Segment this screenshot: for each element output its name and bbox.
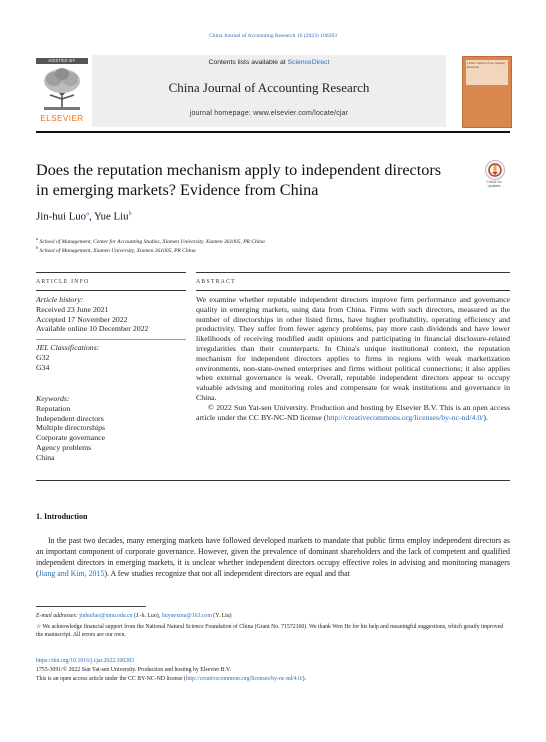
jel-code: G32 [36,352,50,362]
section-end-rule [36,480,510,481]
keyword: China [36,452,55,462]
check-updates-label: Check for updates [486,180,502,188]
email-owner: (J.-h. Luo), [132,613,162,619]
header-rule [36,131,510,133]
hosted-by-label: HOSTED BY [36,58,88,64]
affiliation-text: School of Management, Xiamen University, Xiamen 361005, PR China [39,247,196,254]
oa-end: ). [302,676,307,682]
author-name: Jin-hui Luo [36,210,87,223]
elsevier-logo[interactable] [36,58,88,124]
citation-link[interactable]: Jiang and Kim, 2015 [38,569,105,578]
abstract-text: We examine whether reputable independent directors improve firm performance and governance quality in emerging markets, using data from China. Firms with such directors, measured as the number of directorships in other listed firms, have higher profitability, operating efficiency and productivity. They suffer from fewer agency problems, pay more cash dividends and have lower likelihoods of receiving modified audit opinions and participating in financial disclosure-related irregularities than their counterparts. In China's unique institutional context, the reputation mechanism for independent directors applies to firms in regions with weak marketization environments, non-state-owned enterprises and firms without political connections; it also applies when external governance is weak. Overall, reputable independent directors appear to occupy valuable advising and monitoring roles and compensate for weak institutions and governance in China. [196,295,510,402]
journal-cover-thumbnail[interactable] [462,56,512,128]
keyword: Independent directors [36,413,104,423]
cover-title: China Journal of Accounting Research [466,60,508,85]
email-label: E-mail addresses: [36,613,78,619]
introduction-heading: 1. Introduction [36,512,88,521]
article-title: Does the reputation mechanism apply to independent directors in emerging markets? Evidence from China [36,161,442,199]
check-for-updates-button[interactable] [480,160,508,192]
author-separator: , [88,210,92,223]
footnote-rule [36,606,146,607]
sciencedirect-link[interactable]: ScienceDirect [287,59,330,66]
doi-link[interactable]: https://doi.org/10.1016/j.cjar.2022.100283 [36,658,134,664]
article-info-rule-bottom [36,290,186,291]
keyword: Multiple directorships [36,423,106,433]
history-label: Article history: [36,295,84,304]
keyword: Corporate governance [36,433,106,443]
affiliation-b [36,245,196,254]
keywords [36,394,186,463]
jel-code: G34 [36,362,50,372]
author-name: Yue Liu [94,210,129,223]
license-link[interactable]: http://creativecommons.org/licenses/by-nc-nd/4.0/ [326,412,484,422]
affiliation-text: School of Management, Center for Accounting Studies, Xiamen University, Xiamen 361005, PR China [39,238,265,245]
affiliation-letter: b [36,245,39,250]
license-text: © 2022 Sun Yat-sen University. Production and hosting by Elsevier B.V. This is an open access article under the CC BY-NC-ND license ( [196,402,510,422]
abstract-body [196,295,510,422]
oa-license-link[interactable]: http://creativecommons.org/licenses/by-nc-nd/4.0/ [185,676,303,682]
author-list [36,210,132,223]
keyword: Agency problems [36,442,92,452]
doi-line [36,657,510,665]
email-footnote [36,612,510,620]
info-divider [36,339,186,340]
available-date: Available online 10 December 2022 [36,324,149,334]
abstract-license [196,403,510,423]
article-info-rule [36,272,186,273]
affiliation-a [36,236,265,245]
affiliation-marker[interactable]: a [86,210,89,217]
oa-prefix: This is an open access article under the CC BY-NC-ND license ( [36,676,186,682]
journal-banner [92,55,446,127]
accepted-date: Accepted 17 November 2022 [36,314,128,324]
license-end: ). [483,412,488,422]
contents-line [92,59,446,66]
intro-text: In the past two decades, many emerging markets have followed developed markets to mandate that public firms employ independent directors as an important component of corporate governance. However, given the prevalence of dominant shareholders and the lack of competent and qualified independent directors in emerging markets, it is unclear whether independent directors occupy effective roles in advising and monitoring managers ( [36,536,510,578]
jel-classifications [36,343,186,372]
jel-label: JEL Classifications: [36,343,100,352]
issn-line: 1755-3091/© 2022 Sun Yat-sen University. Production and hosting by Elsevier B.V. [36,667,231,673]
received-date: Received 23 June 2021 [36,304,109,314]
affiliation-marker[interactable]: b [128,210,132,217]
journal-title: China Journal of Accounting Research [168,80,370,95]
elsevier-tree-icon [38,65,86,113]
contents-prefix: Contents lists available at [208,59,288,66]
introduction-paragraph [36,535,510,579]
email-owner: (Y. Liu) [211,613,232,619]
email-link[interactable]: jinhuiluo@xmu.edu.cn [79,613,133,619]
abstract-rule-bottom [196,290,510,291]
intro-text-end: ). A few studies recognize that not all independent directors are equal and that [104,569,350,578]
journal-homepage[interactable]: journal homepage: www.elsevier.com/locate/cjar [189,110,349,117]
running-header: China Journal of Accounting Research 16 (2023) 100283 [209,33,337,39]
abstract-heading: ABSTRACT [196,279,236,285]
keywords-label: Keywords: [36,394,70,403]
elsevier-wordmark: ELSEVIER [40,114,84,123]
article-info-heading: ARTICLE INFO [36,279,90,285]
check-updates-icon [485,160,505,180]
email-link[interactable]: liuyuexmu@163.com [161,613,212,619]
acknowledgment-footnote: ☆ We acknowledge financial support from the National Natural Science Foundation of China (Grant No. 71572160). We thank Wen He for his help and meaningful suggestions, which greatly improved the manuscript. All errors are our own. [36,624,504,638]
affiliation-letter: a [36,236,39,241]
abstract-rule [196,272,510,273]
keyword: Reputation [36,403,71,413]
open-access-line [36,675,510,683]
article-history [36,295,186,334]
